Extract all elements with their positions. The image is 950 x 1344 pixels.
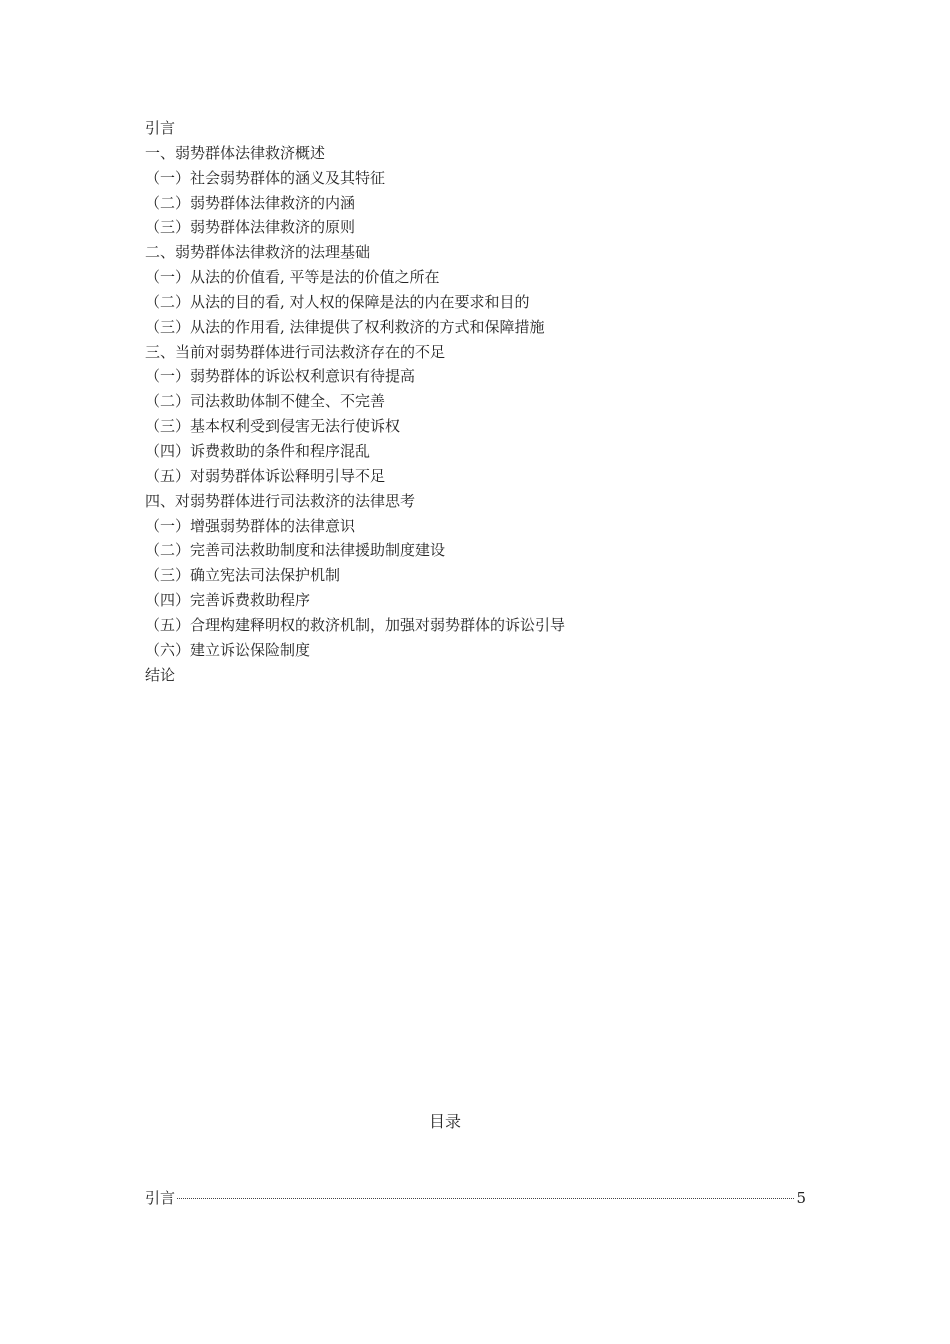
outline-item: （二）从法的目的看, 对人权的保障是法的内在要求和目的: [145, 292, 530, 311]
outline-item: 三、当前对弱势群体进行司法救济存在的不足: [145, 342, 446, 361]
toc-entry-label: 引言: [145, 1189, 176, 1207]
outline-item: （三）弱势群体法律救济的原则: [145, 218, 356, 237]
outline-item: （六）建立诉讼保险制度: [145, 640, 311, 659]
outline-list: [145, 116, 825, 687]
outline-item: （一）从法的价值看, 平等是法的价值之所在: [145, 268, 440, 287]
outline-item: 四、对弱势群体进行司法救济的法律思考: [145, 491, 416, 510]
outline-item: 一、弱势群体法律救济概述: [145, 143, 326, 162]
outline-item: （三）从法的作用看, 法律提供了权利救济的方式和保障措施: [145, 317, 545, 336]
outline-item: （三）基本权利受到侵害无法行使诉权: [145, 417, 401, 436]
outline-item: （二）弱势群体法律救济的内涵: [145, 193, 356, 212]
toc-entry-page: 5: [796, 1189, 806, 1207]
toc-entry[interactable]: [145, 1186, 806, 1210]
toc-dot-leader: [177, 1198, 794, 1199]
toc-title: 目录: [428, 1112, 461, 1131]
outline-item: （五）对弱势群体诉讼释明引导不足: [145, 466, 386, 485]
outline-item: （四）诉费救助的条件和程序混乱: [145, 441, 371, 460]
outline-item: （五）合理构建释明权的救济机制，加强对弱势群体的诉讼引导: [145, 615, 566, 634]
outline-item: （四）完善诉费救助程序: [145, 591, 311, 610]
outline-item: （一）弱势群体的诉讼权利意识有待提高: [145, 367, 416, 386]
outline-item: 二、弱势群体法律救济的法理基础: [145, 243, 371, 262]
outline-item: （二）司法救助体制不健全、不完善: [145, 392, 386, 411]
outline-item: （三）确立宪法司法保护机制: [145, 566, 341, 585]
outline-item: 结论: [145, 665, 176, 684]
outline-item: （一）社会弱势群体的涵义及其特征: [145, 168, 386, 187]
outline-item: （一）增强弱势群体的法律意识: [145, 516, 356, 535]
outline-item: （二）完善司法救助制度和法律援助制度建设: [145, 541, 446, 560]
outline-item: 引言: [145, 119, 176, 137]
